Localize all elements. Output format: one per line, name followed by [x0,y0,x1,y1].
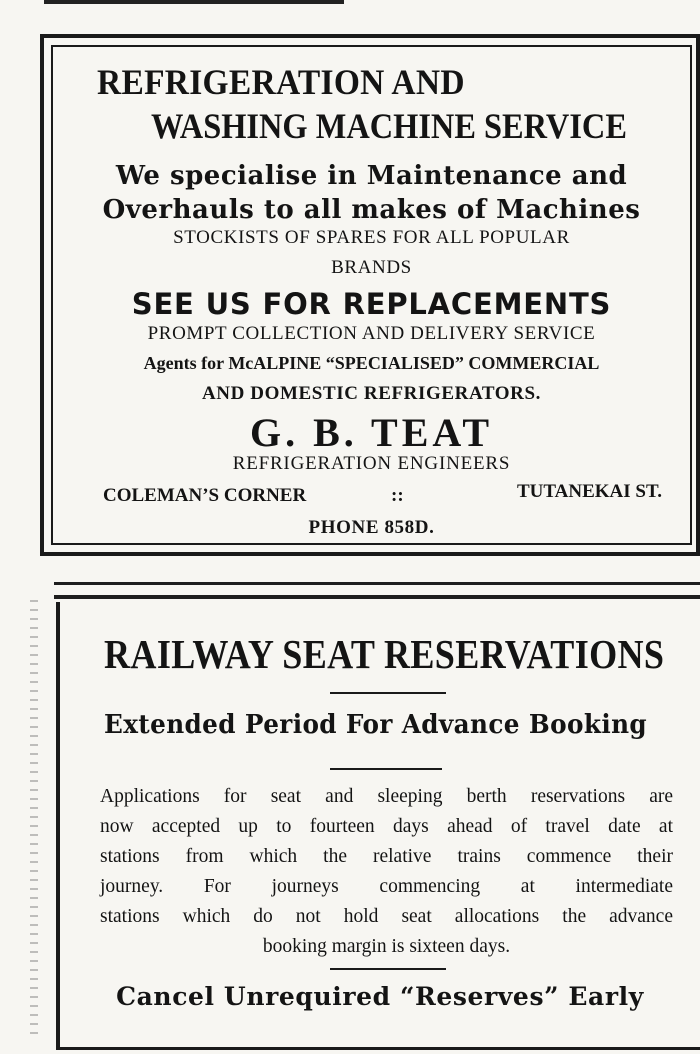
body-line: booking margin is sixteen days. [262,936,511,957]
ad-heading-line-1: REFRIGERATION AND [97,62,465,102]
location-left: COLEMAN’S CORNER [103,485,307,506]
location-separator: :: [391,485,404,506]
column-rule [54,595,700,599]
replacements-headline: SEE US FOR REPLACEMENTS [131,287,612,321]
specialise-line-1: We specialise in Maintenance and [115,161,628,191]
railway-body [100,782,673,962]
business-type: REFRIGERATION ENGINEERS [232,453,511,474]
body-line: Applications for seat and sleeping berth reservations are [100,786,673,807]
body-line: stations from which the relative trains commence their [100,846,673,867]
railway-closing-line: Cancel Unrequired “Reserves” Early [116,982,644,1011]
refrigeration-advertisement [40,34,700,556]
railway-subtitle: Extended Period For Advance Booking [104,710,648,740]
print-margin-specks [30,600,38,1040]
business-name: G. B. TEAT [249,410,494,455]
advertisement-inner-border [51,45,692,545]
specialise-line-2: Overhauls to all makes of Machines [102,195,641,225]
ad-heading-line-2: WASHING MACHINE SERVICE [151,106,627,146]
railway-title: RAILWAY SEAT RESERVATIONS [104,631,665,677]
title-divider [330,692,446,694]
collection-service: PROMPT COLLECTION AND DELIVERY SERVICE [147,323,596,344]
top-rule [44,0,344,4]
location-right: TUTANEKAI ST. [517,481,662,502]
column-rule [54,582,700,585]
body-line: now accepted up to fourteen days ahead of travel date at [100,816,673,837]
phone-number: PHONE 858D. [308,517,435,538]
agents-line-2: AND DOMESTIC REFRIGERATORS. [201,383,542,404]
stockists-line-1: STOCKISTS OF SPARES FOR ALL POPULAR [173,227,570,248]
stockists-line-2: BRANDS [331,257,412,278]
body-line: stations which do not hold seat allocations the advance [100,906,673,927]
agents-line-1: Agents for McALPINE “SPECIALISED” COMMERCIAL [143,353,600,373]
body-line: journey. For journeys commencing at intermediate [100,876,673,897]
subtitle-divider [330,768,442,770]
body-divider [330,968,446,970]
railway-advertisement [56,602,700,1050]
